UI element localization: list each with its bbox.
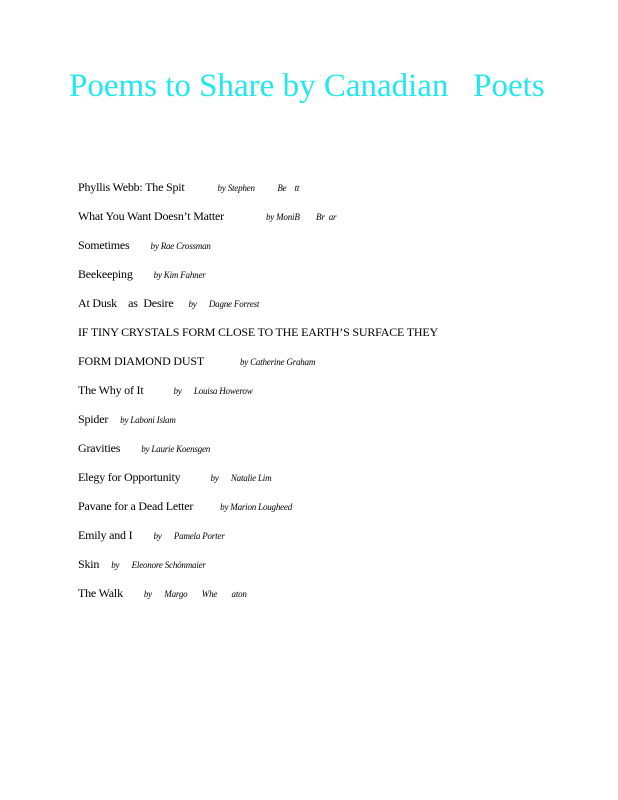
poem-entry: [78, 233, 598, 262]
poem-entry: [78, 378, 598, 407]
entry-spacing: [180, 470, 210, 484]
poem-title: Pavane for a Dead Letter: [78, 499, 194, 513]
poem-entry: [78, 494, 598, 523]
entry-spacing: [224, 209, 266, 223]
entry-spacing: [120, 441, 141, 455]
entry-spacing: [204, 354, 240, 368]
poem-entry: [78, 407, 598, 436]
entry-spacing: [185, 180, 218, 194]
poem-entry: [78, 320, 598, 349]
poem-author: by Laurie Koensgen: [141, 444, 211, 454]
poem-title: Gravities: [78, 441, 121, 455]
poem-author: by Natalie Lim: [210, 473, 272, 483]
poem-title: The Why of It: [78, 383, 144, 397]
poem-author: by Stephen Be tt: [217, 183, 300, 193]
poem-title: Beekeeping: [78, 267, 133, 281]
poem-entry: [78, 436, 598, 465]
poem-author: by Kim Fahner: [153, 270, 206, 280]
entry-spacing: [108, 412, 120, 426]
poem-author: by Pamela Porter: [153, 531, 225, 541]
entry-spacing: [173, 296, 188, 310]
document-title: Poems to Share by Canadian Poets: [69, 68, 545, 104]
poem-entry: [78, 552, 598, 581]
entry-spacing: [99, 557, 111, 571]
poem-entry: [78, 204, 598, 233]
entry-spacing: [132, 528, 153, 542]
poem-title: IF TINY CRYSTALS FORM CLOSE TO THE EARTH’S SURFACE THEY: [78, 325, 438, 339]
poem-title: FORM DIAMOND DUST: [78, 354, 204, 368]
poem-title: Elegy for Opportunity: [78, 470, 181, 484]
poem-entry: [78, 523, 598, 552]
poem-title: Skin: [78, 557, 100, 571]
poem-title: At Dusk as Desire: [78, 296, 174, 310]
poem-entry: [78, 581, 598, 610]
entry-spacing: [144, 383, 174, 397]
poem-title: What You Want Doesn’t Matter: [78, 209, 224, 223]
poem-title: The Walk: [78, 586, 123, 600]
poem-author: by Rae Crossman: [150, 241, 211, 251]
poem-author: by Catherine Graham: [239, 357, 316, 367]
entry-spacing: [133, 267, 154, 281]
poem-author: by Louisa Howerow: [173, 386, 253, 396]
poem-entry: [78, 349, 598, 378]
entry-spacing: [130, 238, 151, 252]
poem-author: by Laboni Islam: [120, 415, 176, 425]
poem-author: by Margo Whe aton: [143, 589, 247, 599]
poem-title: Phyllis Webb: The Spit: [78, 180, 185, 194]
entry-spacing: [123, 586, 144, 600]
entry-spacing: [193, 499, 220, 513]
poem-entry: [78, 175, 598, 204]
poem-author: by Marion Lougheed: [220, 502, 293, 512]
poem-entry: [78, 465, 598, 494]
poem-entry: [78, 262, 598, 291]
poem-title: Spider: [78, 412, 109, 426]
poem-title: Sometimes: [78, 238, 130, 252]
poem-title: Emily and I: [78, 528, 133, 542]
poem-author: by MoniB Br ar: [265, 212, 337, 222]
poem-entry: [78, 291, 598, 320]
poem-list: [78, 175, 598, 610]
poem-author: by Eleonore Schönmaier: [111, 560, 206, 570]
poem-author: by Dagne Forrest: [188, 299, 260, 309]
